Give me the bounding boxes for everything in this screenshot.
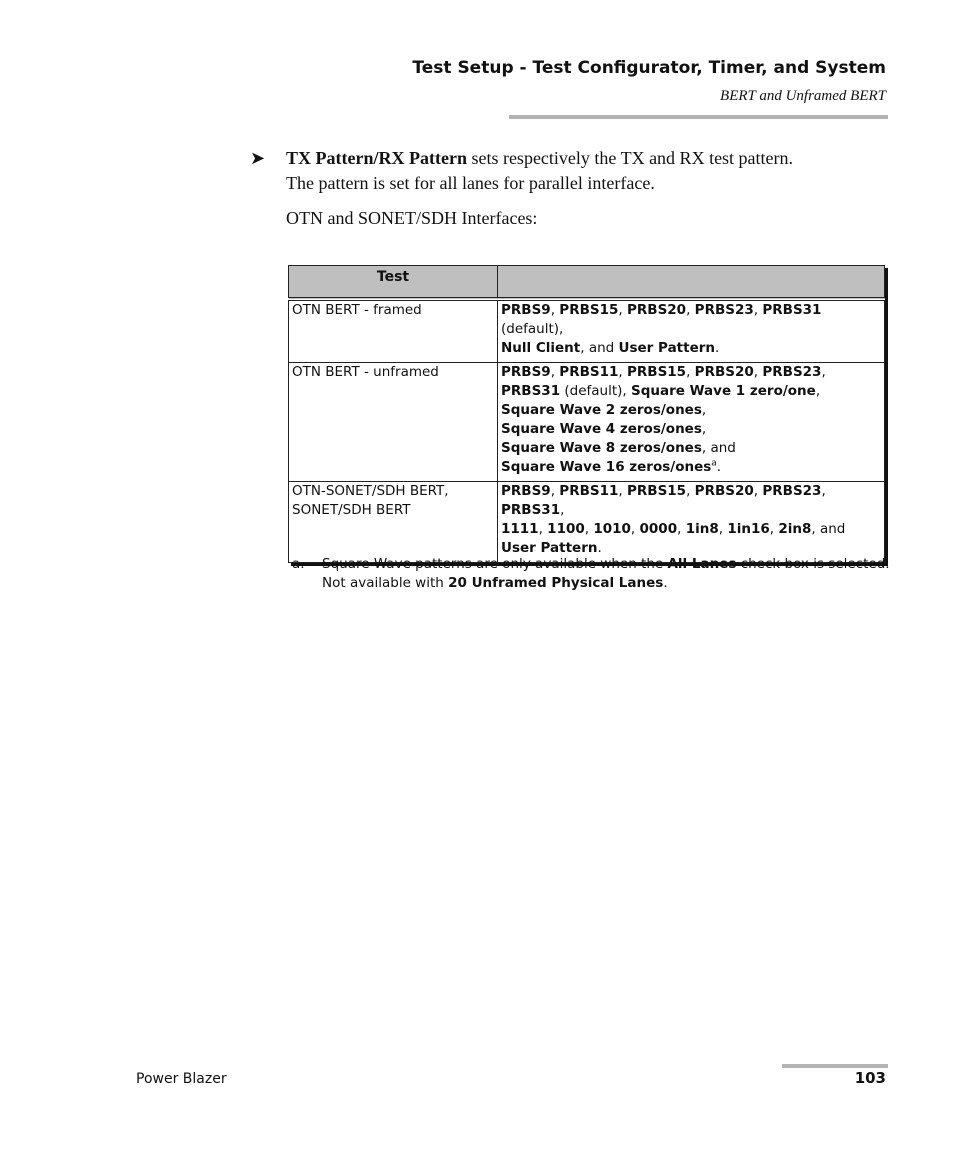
intro-paragraph xyxy=(286,146,886,196)
pattern-separator: , xyxy=(701,402,707,418)
interfaces-label: OTN and SONET/SDH Interfaces: xyxy=(286,208,538,228)
pattern-option: Square Wave 2 zeros/ones xyxy=(501,402,702,418)
table-header-test: Test xyxy=(289,266,498,300)
page-header-title: Test Setup - Test Configurator, Timer, and System xyxy=(412,58,886,78)
pattern-option: PRBS15 xyxy=(626,364,687,380)
footnote-line1-bold: All Lanes xyxy=(667,556,737,572)
footnote-line2-post: . xyxy=(663,575,668,591)
pattern-cell xyxy=(498,482,885,563)
pattern-option: PRBS31 xyxy=(762,302,822,318)
pattern-option: Square Wave 8 zeros/ones xyxy=(501,440,702,456)
pattern-option: User Pattern xyxy=(618,340,716,356)
footer-divider xyxy=(782,1064,888,1068)
pattern-separator: , xyxy=(753,483,763,499)
pattern-separator: . xyxy=(597,540,602,556)
pattern-option: 0000 xyxy=(639,521,678,537)
pattern-option: 1010 xyxy=(593,521,631,537)
pattern-separator: , xyxy=(753,364,763,380)
pattern-option: PRBS9 xyxy=(501,483,551,499)
pattern-table xyxy=(288,265,885,563)
test-name-line: SONET/SDH BERT xyxy=(292,502,411,518)
pattern-option: PRBS9 xyxy=(501,364,551,380)
intro-text-line2: The pattern is set for all lanes for parallel interface. xyxy=(286,173,655,193)
pattern-option: Null Client xyxy=(501,340,581,356)
footnote-ref: a xyxy=(711,458,717,469)
footnote-line1-post: check box is selected. xyxy=(736,556,890,572)
test-name-line: OTN-SONET/SDH BERT, xyxy=(292,483,449,499)
pattern-separator: , xyxy=(821,483,826,499)
pattern-separator: , xyxy=(618,302,627,318)
pattern-option: PRBS23 xyxy=(762,364,822,380)
pattern-separator: , xyxy=(550,364,560,380)
table-body xyxy=(289,299,885,563)
pattern-separator: , xyxy=(584,521,594,537)
pattern-separator: , xyxy=(753,302,763,318)
page-header-subtitle: BERT and Unframed BERT xyxy=(720,88,886,104)
arrow-bullet-icon: ➤ xyxy=(250,148,266,169)
pattern-option: PRBS20 xyxy=(626,302,687,318)
pattern-option: PRBS15 xyxy=(626,483,687,499)
pattern-option: PRBS15 xyxy=(559,302,619,318)
pattern-separator: , xyxy=(677,521,686,537)
header-divider xyxy=(509,115,888,119)
pattern-option: 1in8 xyxy=(685,521,719,537)
table-header-row xyxy=(289,266,885,300)
footer-product-name: Power Blazer xyxy=(136,1071,227,1087)
pattern-separator: , xyxy=(538,521,548,537)
pattern-separator: . xyxy=(716,459,722,475)
page-number: 103 xyxy=(854,1069,886,1087)
footnote-mark: a. xyxy=(292,556,305,572)
pattern-separator: , xyxy=(550,302,560,318)
pattern-option: PRBS31 xyxy=(501,502,561,518)
footnote-line2-pre: Not available with xyxy=(322,575,449,591)
test-name-cell xyxy=(289,299,498,363)
pattern-option: 2in8 xyxy=(778,521,812,537)
table-header-pattern xyxy=(498,266,885,300)
pattern-option: Square Wave 4 zeros/ones xyxy=(501,421,702,437)
footnote-line1-pre: Square Wave patterns are only available when the xyxy=(322,556,668,572)
pattern-separator: , xyxy=(686,483,695,499)
table-row xyxy=(289,363,885,482)
pattern-option: Square Wave 16 zeros/ones xyxy=(501,459,712,475)
pattern-option: Square Wave 1 zero/one xyxy=(631,383,816,399)
pattern-option: 1in16 xyxy=(727,521,770,537)
test-name-line: OTN BERT - unframed xyxy=(292,364,439,380)
pattern-option: PRBS11 xyxy=(559,483,619,499)
pattern-option: User Pattern xyxy=(501,540,598,556)
pattern-separator: , and xyxy=(701,440,736,456)
footnote-line2-bold: 20 Unframed Physical Lanes xyxy=(448,575,664,591)
pattern-separator: , xyxy=(618,364,627,380)
pattern-separator: , and xyxy=(811,521,846,537)
pattern-separator: , xyxy=(618,483,627,499)
intro-bold-term: TX Pattern/RX Pattern xyxy=(286,148,467,168)
pattern-cell xyxy=(498,299,885,363)
pattern-separator: , xyxy=(821,364,826,380)
pattern-separator: , xyxy=(686,364,695,380)
table-row xyxy=(289,299,885,363)
intro-text-line1: sets respectively the TX and RX test pattern. xyxy=(466,148,794,168)
test-name-cell xyxy=(289,482,498,563)
pattern-option: PRBS31 xyxy=(501,383,561,399)
pattern-option: PRBS23 xyxy=(694,302,754,318)
pattern-separator: , xyxy=(686,302,695,318)
pattern-separator: (default), xyxy=(560,383,632,399)
pattern-separator: , xyxy=(718,521,728,537)
pattern-option: 1111 xyxy=(501,521,539,537)
footnote xyxy=(292,555,892,593)
pattern-separator: , xyxy=(630,521,640,537)
pattern-option: PRBS20 xyxy=(694,483,754,499)
pattern-option: PRBS11 xyxy=(559,364,619,380)
pattern-option: 1100 xyxy=(547,521,585,537)
pattern-separator: , and xyxy=(580,340,619,356)
pattern-cell xyxy=(498,363,885,482)
table-row xyxy=(289,482,885,563)
pattern-separator: , xyxy=(550,483,560,499)
pattern-separator: , xyxy=(815,383,821,399)
pattern-separator: , xyxy=(560,502,565,518)
pattern-separator: . xyxy=(715,340,720,356)
pattern-separator: (default), xyxy=(501,321,564,337)
pattern-option: PRBS20 xyxy=(694,364,754,380)
pattern-option: PRBS9 xyxy=(501,302,551,318)
pattern-separator: , xyxy=(701,421,707,437)
test-name-cell xyxy=(289,363,498,482)
pattern-separator: , xyxy=(769,521,779,537)
pattern-option: PRBS23 xyxy=(762,483,822,499)
test-name-line: OTN BERT - framed xyxy=(292,302,422,318)
